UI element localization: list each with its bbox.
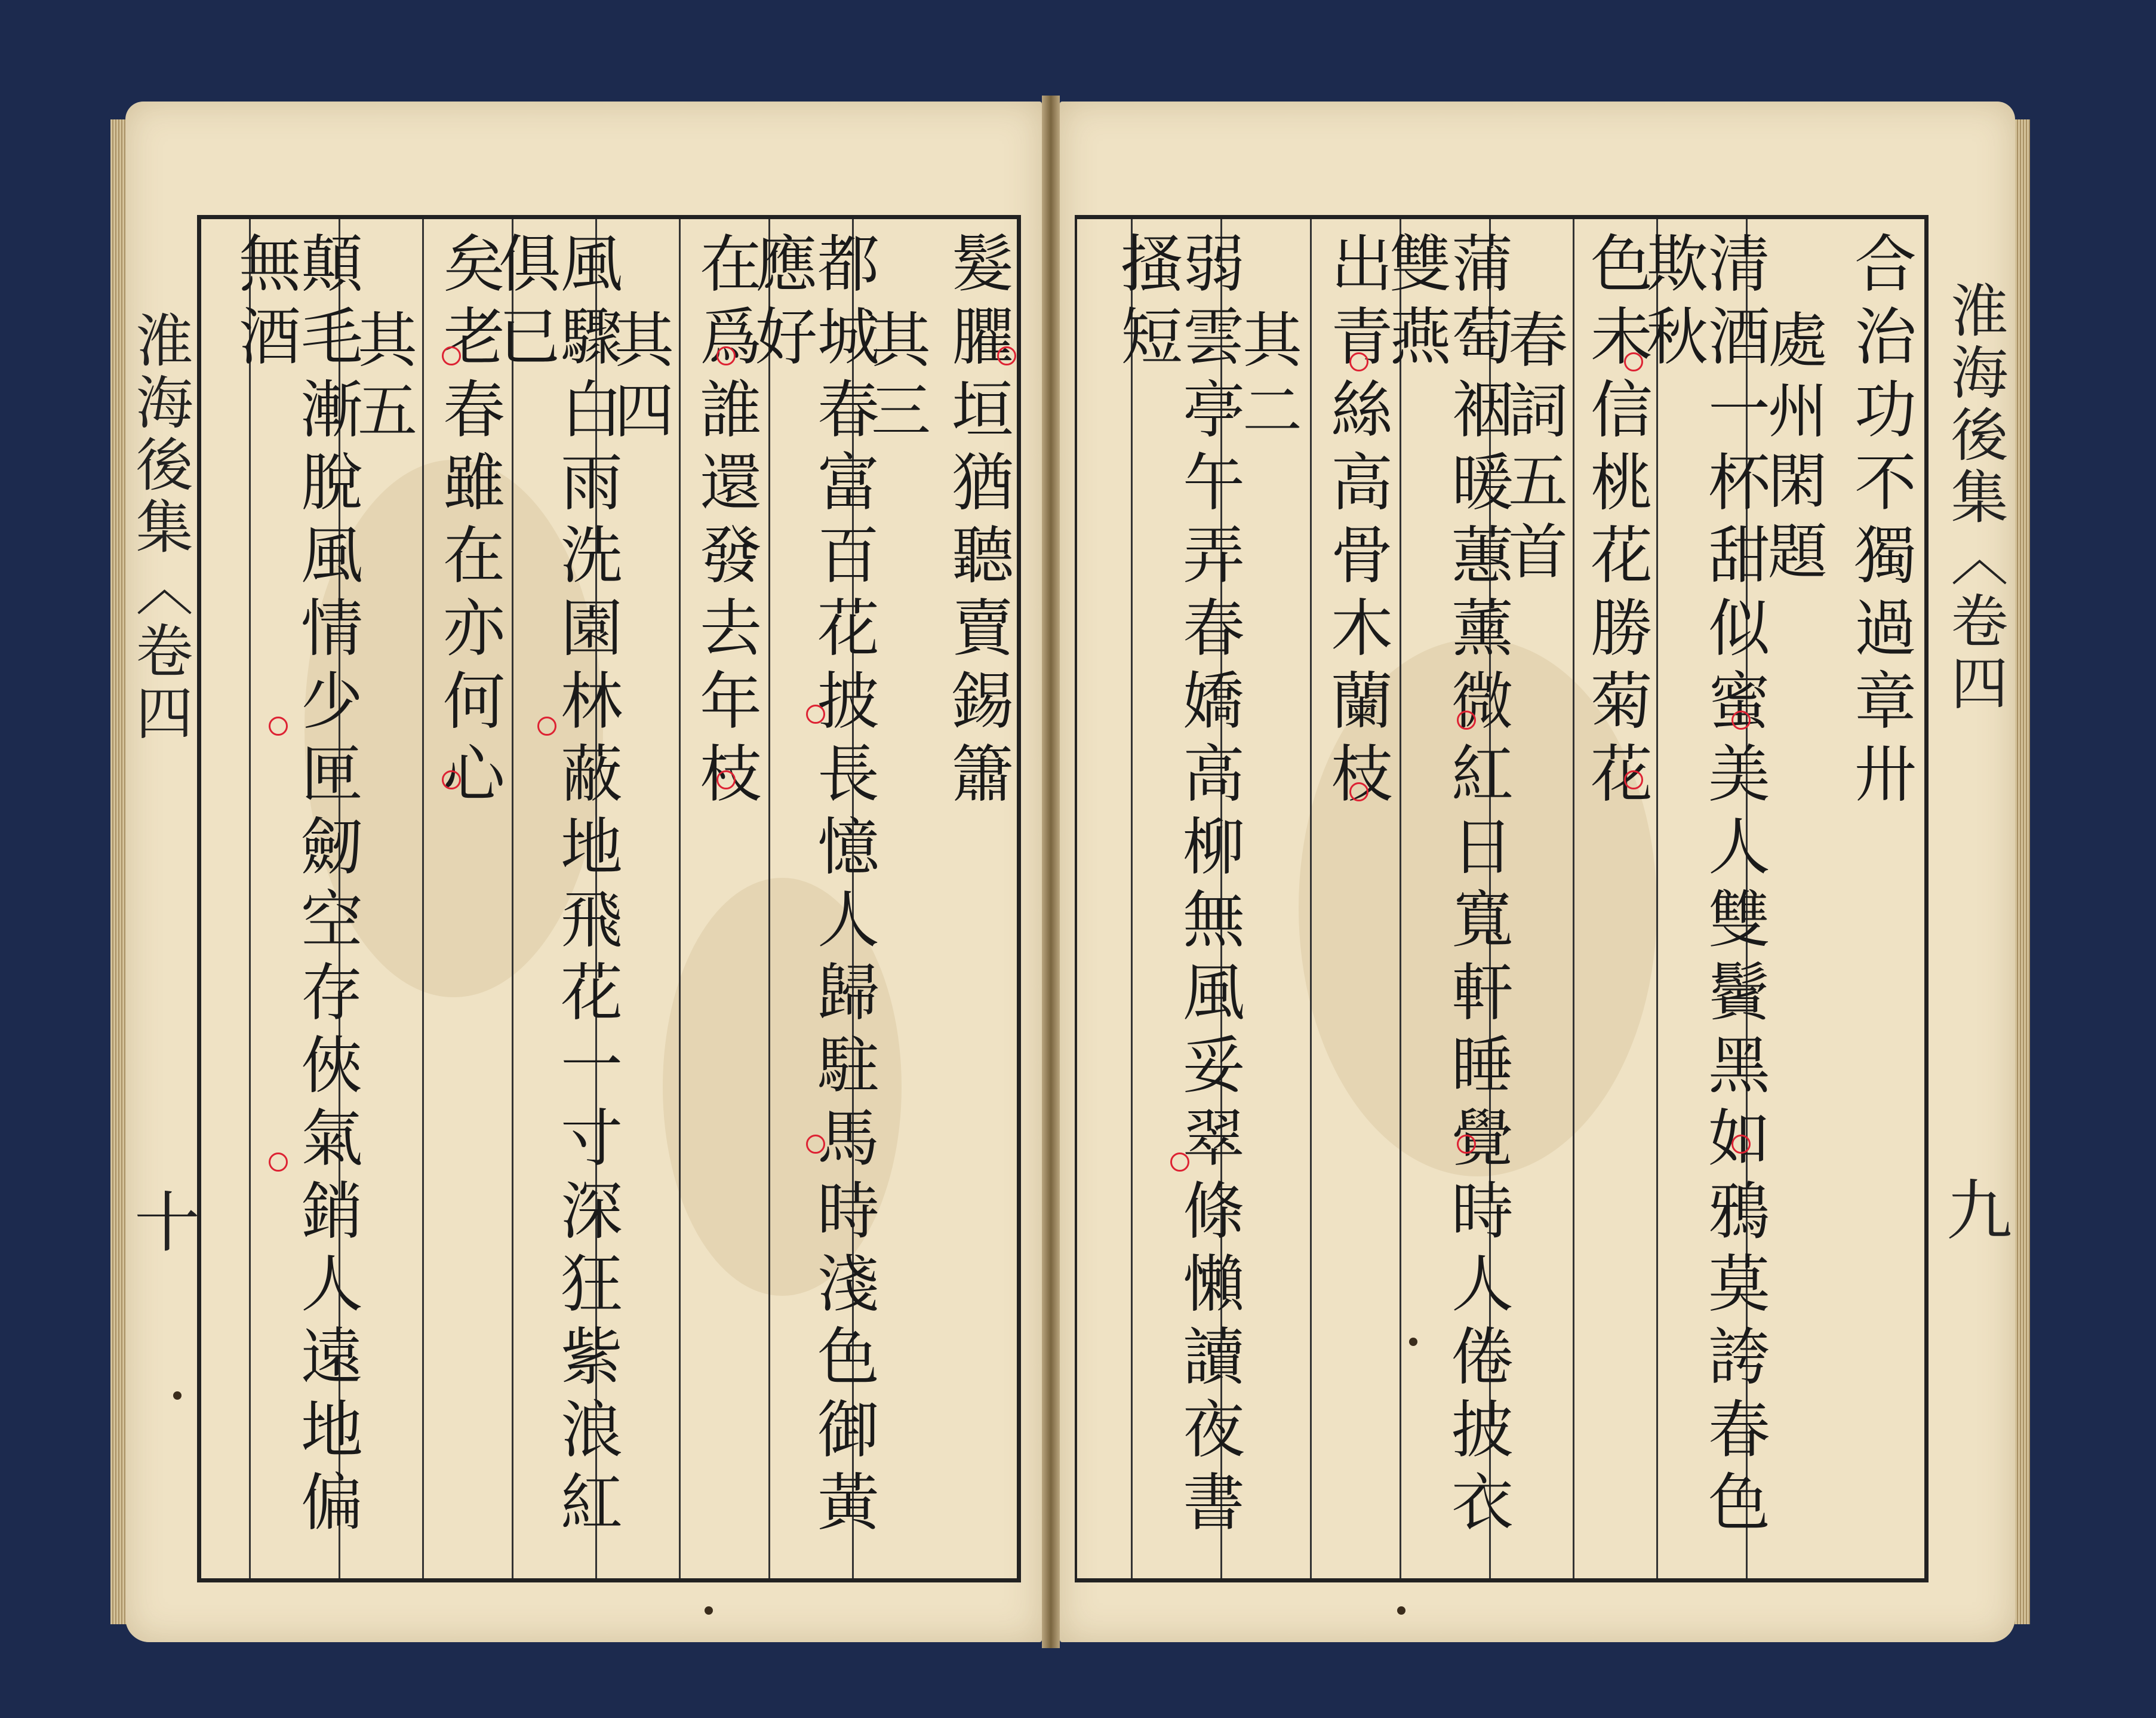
right-page-number: 九 bbox=[1946, 1173, 2012, 1249]
red-circle-mark bbox=[1731, 711, 1751, 730]
right-margin-title: 淮海後集〈卷四 bbox=[1942, 281, 2009, 715]
red-circle-mark bbox=[1170, 1152, 1189, 1172]
column-text: 顛毛漸脫風情少匣劒空存俠氣銷人遠地偏無酒 bbox=[228, 231, 363, 1542]
red-circle-mark bbox=[442, 346, 461, 365]
column-text: 髮臞垣猶聽賣錫簫 bbox=[941, 231, 1014, 814]
red-circle-mark bbox=[716, 770, 736, 789]
red-circle-mark bbox=[1457, 711, 1476, 730]
red-circle-mark bbox=[1624, 352, 1643, 371]
text-column bbox=[1110, 219, 1245, 1578]
column-text: 在爲誰還發去年枝 bbox=[689, 231, 762, 814]
text-column bbox=[1379, 219, 1514, 1578]
text-column bbox=[422, 219, 513, 1578]
text-column bbox=[679, 219, 770, 1578]
column-text: 風驟白雨洗園林蔽地飛花一寸深狂紫浪紅俱已 bbox=[488, 231, 623, 1542]
text-column bbox=[1310, 219, 1401, 1578]
poem-title: 其四 bbox=[604, 309, 674, 450]
right-text-frame bbox=[1075, 215, 1929, 1582]
column-text: 清酒一杯甜似蜜美人雙鬢黑如鴉莫誇春色欺秋 bbox=[1635, 231, 1770, 1542]
text-column bbox=[1635, 219, 1770, 1578]
binding-hole bbox=[705, 1606, 713, 1615]
red-circle-mark bbox=[1731, 1135, 1751, 1154]
poem-title: 春詞五首 bbox=[1498, 309, 1568, 591]
red-circle-mark bbox=[1457, 1135, 1476, 1154]
left-text-frame bbox=[197, 215, 1021, 1582]
text-column bbox=[488, 219, 623, 1578]
left-margin-title: 淮海後集〈卷四 bbox=[127, 311, 193, 745]
red-circle-mark bbox=[997, 346, 1016, 365]
red-circle-mark bbox=[806, 705, 825, 724]
column-text: 矣老春雖在亦何心 bbox=[432, 231, 505, 814]
column-text: 都城春富百花披長憶人歸駐馬時淺色御黃應好 bbox=[745, 231, 879, 1542]
red-circle-mark bbox=[442, 770, 461, 789]
red-circle-mark bbox=[1349, 352, 1368, 371]
left-page-number: 十 bbox=[134, 1185, 200, 1261]
red-circle-mark bbox=[269, 1152, 288, 1172]
poem-title: 其三 bbox=[861, 309, 931, 450]
column-text: 合治功不獨過章卅 bbox=[1844, 231, 1917, 814]
binding-hole bbox=[1409, 1338, 1417, 1346]
poem-title: 其二 bbox=[1232, 309, 1302, 450]
poem-title: 其五 bbox=[347, 309, 417, 450]
text-column bbox=[745, 219, 879, 1578]
book-spine bbox=[1042, 96, 1060, 1648]
text-column bbox=[936, 219, 1019, 1578]
column-text: 弱雲亭午弄春嬌高柳無風妥翠條懶讀夜書搔短 bbox=[1110, 231, 1245, 1542]
text-column bbox=[1573, 219, 1658, 1578]
binding-hole bbox=[1397, 1606, 1405, 1615]
text-column bbox=[1835, 219, 1925, 1578]
red-circle-mark bbox=[1624, 770, 1643, 789]
red-circle-mark bbox=[537, 717, 556, 736]
column-text: 蒲萄裀暖蕙薰微紅日寬軒睡覺時人倦披衣雙燕 bbox=[1379, 231, 1514, 1542]
red-circle-mark bbox=[269, 717, 288, 736]
column-text: 出青絲高骨木蘭枝 bbox=[1320, 231, 1393, 814]
poem-title: 處州閑題 bbox=[1758, 309, 1828, 591]
binding-hole bbox=[173, 1391, 182, 1400]
red-circle-mark bbox=[806, 1135, 825, 1154]
column-text: 色未信桃花勝菊花 bbox=[1580, 231, 1653, 814]
red-circle-mark bbox=[716, 346, 736, 365]
text-column bbox=[228, 219, 363, 1578]
red-circle-mark bbox=[1349, 782, 1368, 801]
